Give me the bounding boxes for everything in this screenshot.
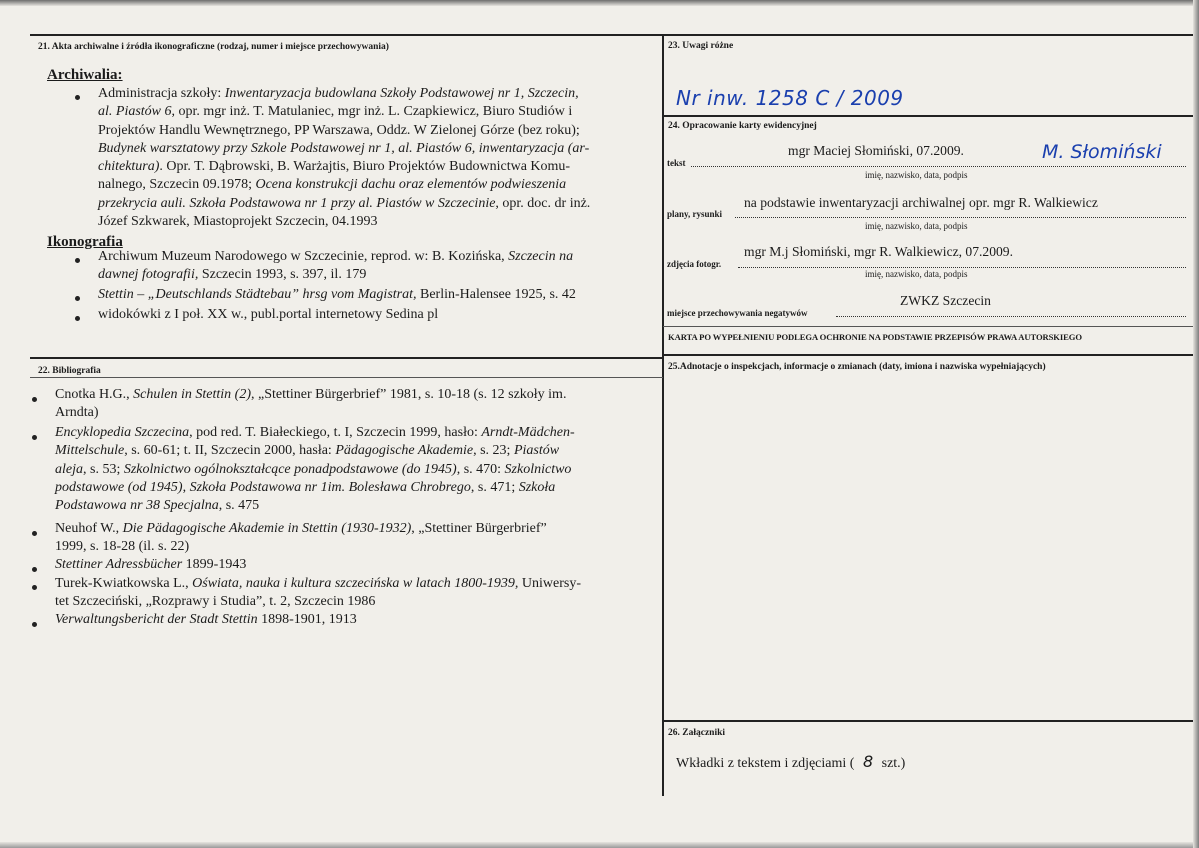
miejsce-label: miejsce przechowywania negatywów <box>667 308 808 318</box>
section-23-title: 23. Uwagi różne <box>668 41 734 51</box>
ikonografia-entry-3: widokówki z I poł. XX w., publ.portal internetowy Sedina pl <box>98 307 439 322</box>
form-top-border <box>30 34 1193 36</box>
ikonografia-entry-2: Stettin – „Deutschlands Städtebau” hrsg vom Magistrat, Berlin-Halensee 1925, s. 42 <box>98 287 576 302</box>
miejsce-dotted-line <box>836 316 1186 317</box>
column-divider <box>662 34 664 796</box>
tekst-value: mgr Maciej Słomiński, 07.2009. <box>788 143 964 158</box>
divider-23-24 <box>663 115 1193 117</box>
header-rule-22 <box>30 377 663 378</box>
attachments-unit: szt.) <box>881 756 906 771</box>
bibliography-entry-5: Turek-Kwiatkowska L., Oświata, nauka i kultura szczecińska w latach 1800-1939, Uniwersy- tet Szczeciński, „Rozprawy i Studia”, t. 2, Szczecin 1986 <box>55 576 582 610</box>
zdjecia-value: mgr M.j Słomiński, mgr R. Walkiewicz, 07.2009. <box>744 244 1014 259</box>
bibliography-entry-6: Verwaltungsbericht der Stadt Stettin 1898-1901, 1913 <box>55 612 357 627</box>
bibliography-bullet <box>32 585 37 590</box>
tekst-dotted-line <box>691 166 1186 167</box>
zdjecia-hint: imię, nazwisko, data, podpis <box>865 269 968 279</box>
scan-edge-top <box>0 0 1199 6</box>
plany-value: na podstawie inwentaryzacji archiwalnej opr. mgr R. Walkiewicz <box>744 195 1098 210</box>
ikonografia-bullet <box>75 258 80 263</box>
scan-edge-right <box>1193 0 1199 848</box>
plany-dotted-line <box>735 217 1186 218</box>
bibliography-entry-4: Stettiner Adressbücher 1899-1943 <box>55 557 247 572</box>
miejsce-value: ZWKZ Szczecin <box>900 293 991 308</box>
section-25-title: 25.Adnotacje o inspekcjach, informacje o zmianach (daty, imiona i nazwiska wypełniających) <box>668 362 1046 372</box>
scan-edge-bottom <box>0 842 1199 848</box>
plany-hint: imię, nazwisko, data, podpis <box>865 221 968 231</box>
ikonografia-bullet <box>75 296 80 301</box>
bibliography-entry-3: Neuhof W., Die Pädagogische Akademie in Stettin (1930-1932), „Stettiner Bürgerbrief” 1999, s. 18-28 (il. s. 22) <box>55 521 547 555</box>
section-21-title: 21. Akta archiwalne i źródła ikonograficzne (rodzaj, numer i miejsce przechowywania) <box>38 42 389 52</box>
bibliography-entry-1: Cnotka H.G., Schulen in Stettin (2), „Stettiner Bürgerbrief” 1981, s. 10-18 (s. 12 szkoły im. Arndta) <box>55 387 567 421</box>
divider-21-22 <box>30 357 663 359</box>
copyright-note: KARTA PO WYPEŁNIENIU PODLEGA OCHRONIE NA PODSTAWIE PRZEPISÓW PRAWA AUTORSKIEGO <box>668 332 1082 342</box>
archiwalia-entry: Administracja szkoły: Inwentaryzacja budowlana Szkoły Podstawowej nr 1, Szczecin, al. Piastów 6, opr. mgr inż. T. Matulaniec, mgr inż. L. Czapkiewicz, Biuro Studiów i Projektów Handlu Wewnętrznego, PP Warszawa, Oddz. W Zielonej Górze (bez roku); Budynek warsztatowy przy Szkole Podstawowej nr 1, al. Piastów 6, inwentaryzacja (ar- chitektura). Opr. T. Dąbrowski, B. Warżajtis, Biuro Projektów Budownictwa Komu- nalnego, Szczecin 09.1978; Ocena konstrukcji dachu oraz elementów podwieszenia przekrycia auli. Szkoła Podstawowa nr 1 przy al. Piastów w Szczecinie, opr. doc. dr inż. Józef Szkwarek, Miastoprojekt Szczecin, 04.1993 <box>98 86 591 230</box>
handwritten-inventory-number: Nr inw. 1258 C / 2009 <box>676 86 904 110</box>
bibliography-bullet <box>32 531 37 536</box>
plany-label: plany, rysunki <box>667 209 723 219</box>
divider-25-26 <box>663 720 1193 722</box>
bibliography-bullet <box>32 622 37 627</box>
tekst-hint: imię, nazwisko, data, podpis <box>865 170 968 180</box>
bibliography-bullet <box>32 397 37 402</box>
note-rule-24 <box>663 326 1193 327</box>
section-26-title: 26. Załączniki <box>668 728 726 738</box>
ikonografia-heading: Ikonografia <box>47 234 123 250</box>
section-24-title: 24. Opracowanie karty ewidencyjnej <box>668 121 817 131</box>
bibliography-bullet <box>32 567 37 572</box>
zdjecia-dotted-line <box>738 267 1186 268</box>
divider-24-25 <box>663 354 1193 356</box>
bibliography-entry-2: Encyklopedia Szczecina, pod red. T. Białeckiego, t. I, Szczecin 1999, hasło: Arndt-Mädchen- Mittelschule, s. 60-61; t. II, Szczecin 2000, hasła: Pädagogische Akademie, s. 23; Piastów aleja, s. 53; Szkolnictwo ogólnokształcące ponadpodstawowe (do 1945), s. 470: Szkolnictwo podstawowe (od 1945), Szkoła Podstawowa nr 1im. Bolesława Chrobrego, s. 471; Szkoła Podstawowa nr 38 Specjalna, s. 475 <box>55 425 575 514</box>
attachments-line <box>676 753 905 773</box>
ikonografia-entry-1: Archiwum Muzeum Narodowego w Szczecinie, reprod. w: B. Kozińska, Szczecin na dawnej fotografii, Szczecin 1993, s. 397, il. 179 <box>98 249 574 283</box>
section-22-title: 22. Bibliografia <box>38 366 101 376</box>
archiwalia-heading: Archiwalia: <box>47 67 123 83</box>
attachments-text: Wkładki z tekstem i zdjęciami ( <box>676 756 855 771</box>
zdjecia-label: zdjęcia fotogr. <box>667 259 722 269</box>
bibliography-bullet <box>32 435 37 440</box>
attachments-count: 8 <box>862 752 874 771</box>
ikonografia-bullet <box>75 316 80 321</box>
tekst-label: tekst <box>667 158 686 168</box>
author-signature: M. Słomiński <box>1042 141 1162 163</box>
archiwalia-bullet <box>75 95 80 100</box>
